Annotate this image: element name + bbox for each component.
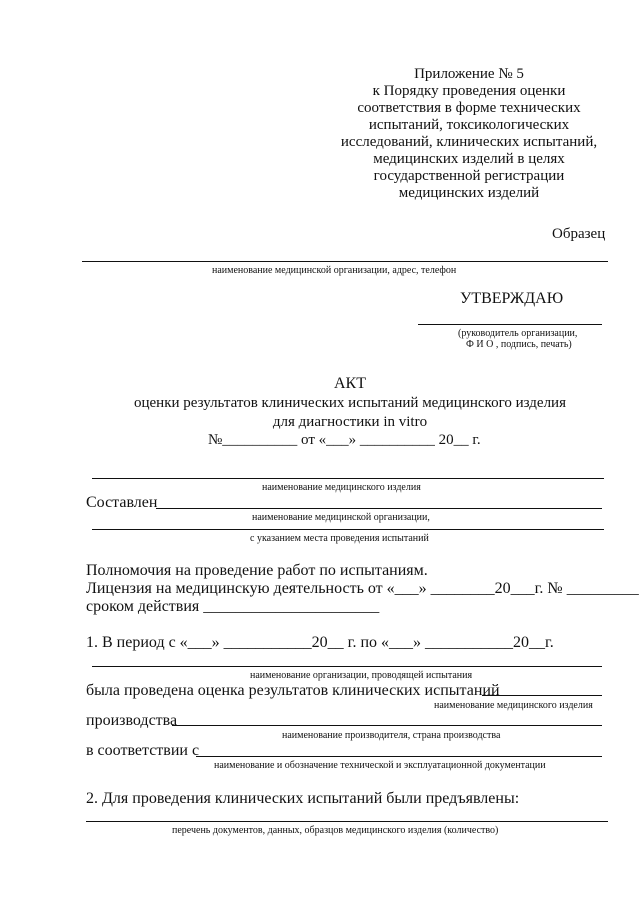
act-subtitle: оценки результатов клинических испытаний медицинского изделия	[134, 395, 566, 411]
production-label: производства	[86, 712, 178, 729]
accordance-line[interactable]	[196, 756, 602, 757]
validity-text: сроком действия ______________________	[86, 598, 380, 615]
authority-text: Полномочия на проведение работ по испытаниям.	[86, 562, 428, 579]
device-name-line[interactable]	[92, 478, 604, 479]
appendix-line: испытаний, токсикологических	[368, 117, 570, 133]
testing-org-line[interactable]	[92, 666, 602, 667]
docs-caption: наименование и обозначение технической и эксплуатационной документации	[214, 760, 546, 771]
approve-title: УТВЕРЖДАЮ	[460, 290, 564, 307]
composed-caption: наименование медицинской организации,	[252, 512, 430, 523]
appendix-block	[340, 66, 598, 202]
org-caption: наименование медицинской организации, адрес, телефон	[212, 265, 457, 276]
appendix-line: к Порядку проведения оценки	[372, 83, 566, 99]
appendix-line: исследований, клинических испытаний,	[340, 134, 598, 150]
approve-caption-2: Ф И О , подпись, печать)	[466, 339, 572, 350]
place-line[interactable]	[92, 529, 604, 530]
act-number-line: №__________ от «___» __________ 20__ г.	[208, 432, 481, 448]
org-line[interactable]	[82, 261, 608, 262]
section2-text: 2. Для проведения клинических испытаний были предъявлены:	[86, 790, 520, 807]
composed-label: Составлен	[86, 494, 158, 511]
composed-line[interactable]	[156, 508, 602, 509]
appendix-line: Приложение № 5	[414, 66, 524, 82]
device-name-caption: наименование медицинского изделия	[262, 482, 421, 493]
section2-caption: перечень документов, данных, образцов медицинского изделия (количество)	[172, 825, 499, 836]
testing-org-caption: наименование организации, проводящей испытания	[250, 670, 473, 681]
section2-line[interactable]	[86, 821, 608, 822]
accordance-label: в соответствии с	[86, 742, 200, 759]
appendix-line: государственной регистрации	[373, 168, 565, 184]
approve-signature-line[interactable]	[418, 324, 602, 325]
act-title: АКТ	[334, 375, 366, 392]
sample-label: Образец	[552, 226, 606, 242]
assessment-line[interactable]	[482, 695, 602, 696]
device-caption: наименование медицинского изделия	[434, 700, 593, 711]
appendix-line: медицинских изделий	[398, 185, 540, 201]
act-subtitle-2: для диагностики in vitro	[272, 414, 428, 430]
appendix-line: медицинских изделий в целях	[373, 151, 565, 167]
place-caption: с указанием места проведения испытаний	[250, 533, 429, 544]
period-text: 1. В период с «___» ___________20__ г. по «___» ___________20__г.	[86, 634, 554, 651]
appendix-line: соответствия в форме технических	[357, 100, 581, 116]
manufacturer-caption: наименование производителя, страна производства	[282, 730, 501, 741]
production-line[interactable]	[172, 725, 602, 726]
license-text: Лицензия на медицинскую деятельность от «___» ________20___г. № _________	[86, 580, 639, 597]
approve-caption-1: (руководитель организации,	[458, 328, 578, 339]
assessment-text: была проведена оценка результатов клинических испытаний	[86, 682, 500, 699]
